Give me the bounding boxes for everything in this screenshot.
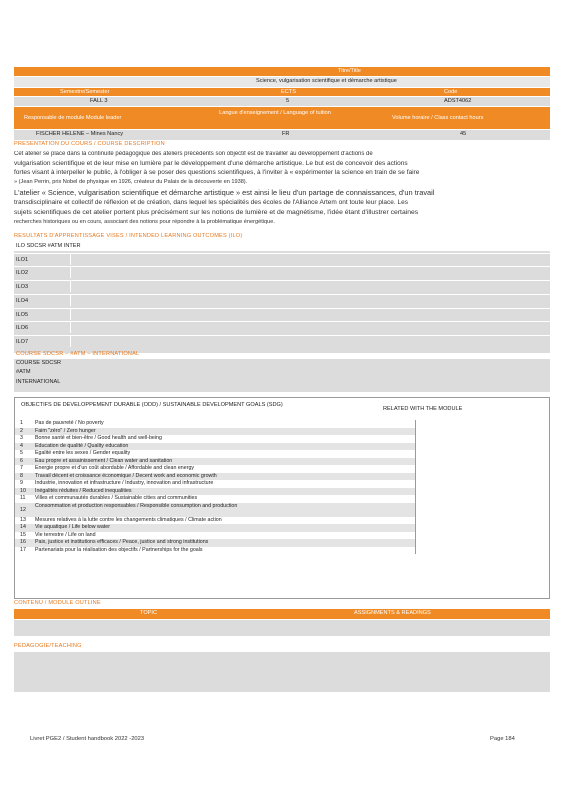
code-value: ADST4062: [444, 98, 472, 104]
code-label: Code: [444, 88, 458, 95]
sdg-item: 16 Paix, justice et institutions efficaces / Peace, justice and strong institutions: [15, 539, 415, 547]
sdg-related-heading: RELATED WITH THE MODULE: [383, 406, 463, 412]
sdg-item: 12 Consommation et production responsables / Responsible consumption and production: [15, 503, 415, 517]
ilo-label: ILO5: [16, 312, 29, 318]
ilo-row: [14, 266, 550, 278]
ilo-row: [14, 335, 550, 347]
sdg-item: 10 Inégalités réduites / Reduced inequalities: [15, 488, 415, 496]
sdg-item: 1 Pas de pauvreté / No poverty: [20, 420, 104, 426]
ects-value: 5: [286, 98, 290, 104]
ilo-row: [14, 308, 550, 320]
title-value: Science, vulgarisation scientifique et démarche artistique: [256, 78, 397, 84]
semester-label: Semestre/Semester: [60, 88, 110, 95]
sdg-table: [14, 397, 550, 599]
ilo-label: ILO6: [16, 325, 29, 331]
sdg-item: 7 Energie propre et d'un coût abordable / Affordable and clean energy: [20, 465, 195, 471]
semester-value-row: [14, 97, 550, 106]
ilo-label: ILO4: [16, 298, 29, 304]
footer-page: Page 184: [490, 736, 515, 742]
title-label: Titre/Title: [338, 68, 361, 74]
sdg-item: 4 Education de qualité / Quality education: [15, 443, 415, 451]
pedagogy-block: [14, 652, 550, 692]
sdg-column-divider: [415, 420, 416, 554]
sdg-item: 2 Faim "zéro" / Zero hunger: [15, 428, 415, 436]
sdg-item: 8 Travail décent et croissance économique / Decent work and economic growth: [15, 473, 415, 481]
presentation-line: » (Jean Perrin, prix Nobel de physique en 1926, créateur du Palais de la découverte en 1938).: [14, 179, 248, 185]
responsible-label: Responsable de module Module leader: [24, 115, 122, 121]
language-value: FR: [282, 131, 290, 137]
volume-value: 45: [460, 131, 467, 137]
ilo-row: [14, 321, 550, 333]
topic-label: TOPIC: [140, 610, 157, 616]
title-label-row: [14, 67, 550, 76]
sdg-item: 5 Egalité entre les sexes / Gender equality: [20, 450, 131, 456]
semester-label-row: [14, 88, 550, 96]
pedagogy-heading: PEDAGOGIE/TEACHING: [14, 643, 82, 649]
presentation-line: fortes visant à interpeller le public, à l'obliger à se poser des questions scientifiques, à l'inviter à « expérimenter la science en train de se faire: [14, 169, 420, 176]
course-tag-line: #ATM: [16, 369, 31, 375]
outcomes-heading: RESULTATS D'APPRENTISSAGE VISES / INTENDED LEARNING OUTCOMES (ILO): [14, 233, 243, 239]
presentation-line: sujets scientifiques de cet atelier portent plus précisément sur les notions de lumière et de magnétisme, l'idée étant d'illustrer certaines: [14, 209, 419, 216]
semester-value: FALL 3: [90, 98, 108, 104]
footer-left: Livret PGE2 / Student handbook 2022 -2023: [30, 736, 145, 742]
responsible-label-row: [14, 107, 550, 129]
content-heading: CONTENU / MODULE OUTLINE: [14, 600, 101, 606]
presentation-line: vulgarisation scientifique et de leur mise en lumière par le développement d'une démarche artistique. Le but est de concevoir des actions: [14, 160, 408, 167]
presentation-line: Cet atelier se place dans la continuité pédagogique des ateliers précédents son objectif est de travailler au développement d'actions de: [14, 151, 373, 157]
course-tag-line: INTERNATIONAL: [16, 379, 61, 385]
presentation-line: L'atelier « Science, vulgarisation scientifique et démarche artistique » est ainsi le lieu d'un partage de connaissances, d'un travail: [14, 188, 435, 197]
responsible-value-row: [14, 130, 550, 140]
presentation-heading: PRESENTATION DU COURS / COURSE DESCRIPTION: [14, 141, 165, 147]
title-value-row: [14, 77, 550, 87]
ilo-row: [14, 253, 550, 265]
volume-label: Volume horaire / Class contact hours: [392, 115, 484, 121]
responsible-value: FISCHER HELENE – Mines Nancy: [36, 131, 124, 137]
ilo-label: ILO3: [16, 284, 29, 290]
outcomes-subheading: ILO SDCSR #ATM INTER: [16, 243, 81, 249]
ilo-label: ILO7: [16, 339, 29, 345]
content-header-row: [14, 609, 550, 619]
sdg-item: 9 Industrie, innovation et infrastructure / Industry, innovation and infrastructure: [20, 480, 214, 486]
presentation-text: [14, 151, 550, 231]
ilo-row: [14, 294, 550, 306]
sdg-heading: OBJECTIFS DE DEVELOPPEMENT DURABLE (ODD) / SUSTAINABLE DEVELOPMENT GOALS (SDG): [21, 402, 283, 408]
ects-label: ECTS: [281, 88, 296, 95]
content-table-body: [14, 620, 550, 636]
course-tags-block: [14, 359, 550, 392]
assignments-label: ASSIGNMENTS & READINGS: [354, 610, 431, 616]
sdg-item: 13 Mesures relatives à la lutte contre les changements climatiques / Climate action: [20, 516, 222, 523]
sdg-item: 14 Vie aquatique / Life below water: [15, 524, 415, 532]
ilo-row: [14, 280, 550, 292]
sdg-item: 15 Vie terrestre / Life on land: [20, 531, 96, 538]
sdg-item: 17 Partenariats pour la réalisation des objectifs / Partnerships for the goals: [20, 546, 203, 553]
course-tag-line: COURSE SDCSR: [16, 360, 62, 366]
ilo-label: ILO2: [16, 270, 29, 276]
ilo-label: ILO1: [16, 257, 29, 263]
sdg-item: 6 Eau propre et assainissement / Clean water and sanitation: [15, 458, 415, 466]
sdg-item: 11 Villes et communautés durables / Sustainable cities and communities: [20, 495, 198, 501]
presentation-line: transdisciplinaire et collectif de réflexion et de création, dans lequel les spécialités des écoles de l'Alliance Artem ont toute leur place. Les: [14, 199, 408, 206]
language-label: Langue d'enseignement / Language of tuition: [219, 110, 331, 116]
sdg-item: 3 Bonne santé et bien-être / Good health and well-being: [20, 435, 162, 441]
course-tags-heading: COURSE SDCSR – #ATM – INTERNATIONAL: [16, 351, 140, 357]
presentation-line: recherches historiques ou en cours, associant des notions pour répondre à la problématique énergétique.: [14, 219, 275, 225]
